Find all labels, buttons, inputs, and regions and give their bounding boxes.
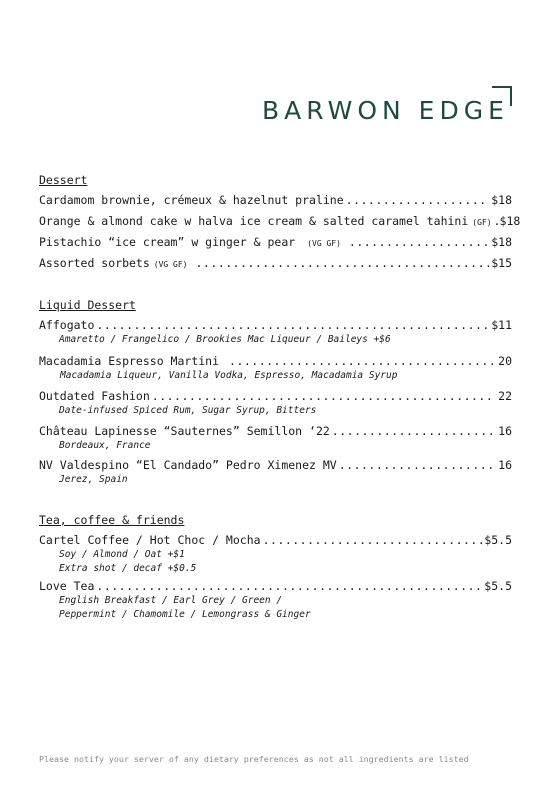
dessert-section xyxy=(39,173,521,277)
item-option: Soy / Almond / Oat +$1 xyxy=(59,549,185,560)
menu-item xyxy=(39,424,512,458)
item-name: Outdated Fashion xyxy=(39,389,150,403)
dot-leader xyxy=(263,533,483,548)
item-option: Extra shot / decaf +$0.5 xyxy=(59,563,197,574)
item-price: 20 xyxy=(498,354,512,368)
logo-corner-mark xyxy=(492,86,512,106)
dot-leader xyxy=(332,424,496,439)
menu-item xyxy=(39,214,521,235)
dot-leader xyxy=(196,256,490,271)
item-name: Macadamia Espresso Martini xyxy=(39,354,220,368)
menu-item xyxy=(39,256,512,277)
menu-item xyxy=(39,193,512,214)
item-name: Pistachio “ice cream” w ginger & pear xyxy=(39,235,296,249)
item-description: Macadamia Liqueur, Vanilla Vodka, Espresso, Macadamia Syrup xyxy=(60,370,398,381)
item-price: $18 xyxy=(491,193,512,207)
dietary-footer-note: Please notify your server of any dietary preferences as not all ingredients are listed xyxy=(39,754,469,764)
item-description: Bordeaux, France xyxy=(59,440,151,451)
tea-coffee-heading: Tea, coffee & friends xyxy=(39,513,185,527)
menu-item xyxy=(39,533,512,579)
dot-leader xyxy=(349,235,489,250)
menu-item xyxy=(39,389,512,424)
item-name: Orange & almond cake w halva ice cream & salted caramel tahini xyxy=(39,214,469,228)
item-price: $18 xyxy=(499,214,521,228)
dot-leader xyxy=(96,318,489,333)
dot-leader xyxy=(339,458,496,473)
liquid-dessert-heading: Liquid Dessert xyxy=(39,298,136,312)
dietary-note: (VG GF) xyxy=(153,260,188,269)
dot-leader xyxy=(494,214,498,229)
dietary-note: (GF) xyxy=(472,218,492,227)
dessert-heading: Dessert xyxy=(39,173,88,187)
item-price: $15 xyxy=(491,256,512,270)
dot-leader xyxy=(96,579,482,594)
dot-leader xyxy=(229,354,496,369)
menu-item xyxy=(39,579,512,625)
item-description: Amaretto / Frangelico / Brookies Mac Liqueur / Baileys +$6 xyxy=(59,334,391,345)
item-price: $5.5 xyxy=(484,533,512,547)
item-price: $11 xyxy=(491,318,512,332)
item-name: Love Tea xyxy=(39,579,95,593)
item-price: $5.5 xyxy=(484,579,512,593)
tea-coffee-section xyxy=(39,513,512,625)
item-description: Jerez, Spain xyxy=(59,474,128,485)
item-description: Date-infused Spiced Rum, Sugar Syrup, Bitters xyxy=(59,405,317,416)
dot-leader xyxy=(152,389,496,404)
item-name: Assorted sorbets xyxy=(39,256,150,270)
item-price: 16 xyxy=(498,458,512,472)
item-option: English Breakfast / Earl Grey / Green / xyxy=(59,595,283,606)
item-name: NV Valdespino “El Candado” Pedro Ximenez MV xyxy=(39,458,337,472)
dot-leader xyxy=(346,193,490,208)
menu-item xyxy=(39,458,512,492)
item-name: Cardamom brownie, crémeux & hazelnut praline xyxy=(39,193,344,207)
dietary-note: (VG GF) xyxy=(307,239,341,248)
item-price: $18 xyxy=(491,235,512,249)
menu-item xyxy=(39,235,512,256)
item-price: 16 xyxy=(498,424,512,438)
brand-name: BARWON EDGE xyxy=(262,96,509,125)
item-name: Cartel Coffee / Hot Choc / Mocha xyxy=(39,533,261,547)
liquid-dessert-section xyxy=(39,298,512,492)
item-name: Affogato xyxy=(39,318,95,332)
item-option: Peppermint / Chamomile / Lemongrass & Ginger xyxy=(59,609,311,620)
item-name: Château Lapinesse “Sauternes” Semillon ‘22 xyxy=(39,424,330,438)
item-price: 22 xyxy=(498,389,512,403)
menu-item xyxy=(39,354,512,389)
menu-item xyxy=(39,318,512,354)
